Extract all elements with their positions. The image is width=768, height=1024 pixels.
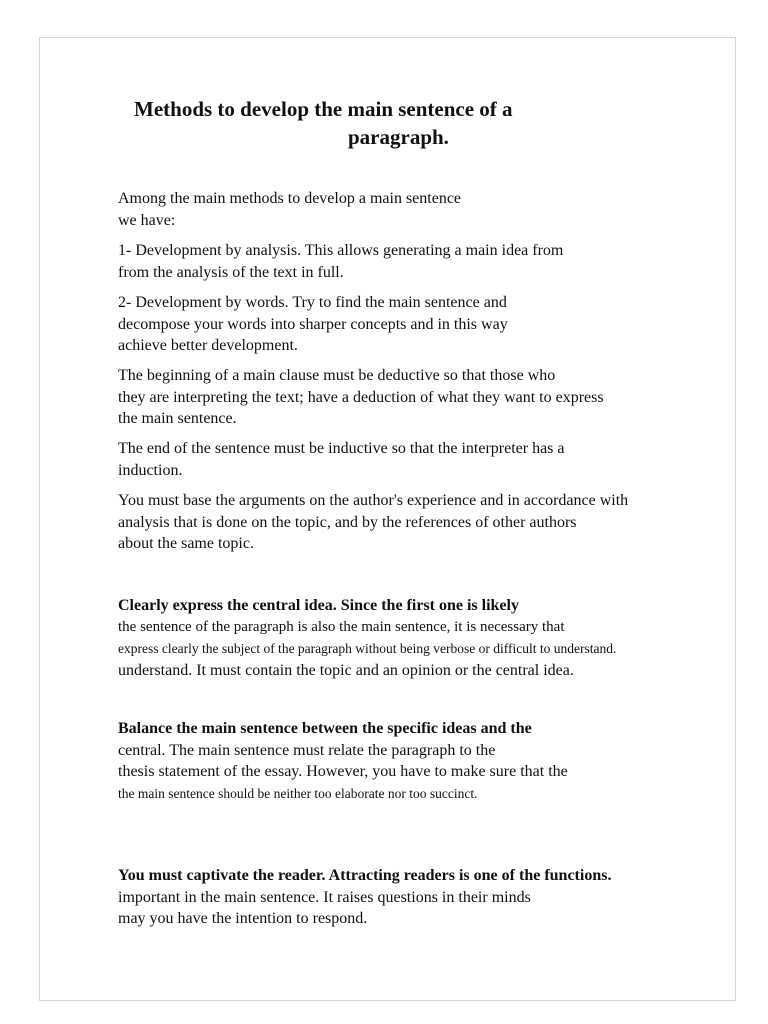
paragraph-words [118,292,508,357]
paragraph-beginning [118,365,604,430]
text-line: The beginning of a main clause must be deductive so that those who [118,367,556,384]
paragraph-end [118,438,565,481]
text-line: the main sentence. [118,410,237,427]
text-line: 1- Development by analysis. This allows generating a main idea from [118,242,564,259]
text-line: Among the main methods to develop a main sentence [118,190,462,207]
paragraph-central-idea [118,595,616,681]
text-line: the sentence of the paragraph is also the main sentence, it is necessary that [118,618,565,635]
text-line: 2- Development by words. Try to find the main sentence and [118,294,507,311]
text-line: The end of the sentence must be inductive so that the interpreter has a [118,440,565,457]
text-line: express clearly the subject of the paragraph without being verbose or difficult to understand. [118,641,617,656]
text-line: we have: [118,211,176,229]
text-line-bold: Balance the main sentence between the specific ideas and the [118,720,532,737]
paragraph-arguments [118,490,628,555]
paragraph-captivate [118,865,611,930]
paragraph-intro [118,188,461,231]
text-line: understand. It must contain the topic and an opinion or the central idea. [118,661,574,679]
paragraph-analysis [118,240,563,283]
document-title-line-2: paragraph. [348,125,449,149]
text-line: they are interpreting the text; have a deduction of what they want to express [118,388,604,406]
text-line-bold: Clearly express the central idea. Since the first one is likely [118,597,519,614]
text-line: You must base the arguments on the author's experience and in accordance with [118,492,629,509]
text-line: from the analysis of the text in full. [118,263,344,281]
text-line: about the same topic. [118,535,254,552]
text-line: analysis that is done on the topic, and by the references of other authors [118,513,577,531]
text-line: may you have the intention to respond. [118,910,368,927]
document-title-line-1: Methods to develop the main sentence of a [134,97,513,121]
text-line: the main sentence should be neither too elaborate nor too succinct. [118,785,478,801]
document-page [39,37,736,1001]
text-line-bold: You must captivate the reader. Attracting readers is one of the functions. [118,867,612,884]
text-line: central. The main sentence must relate the paragraph to the [118,741,496,759]
paragraph-balance [118,718,568,804]
text-line: achieve better development. [118,337,298,354]
text-line: thesis statement of the essay. However, you have to make sure that the [118,763,568,780]
text-line: induction. [118,461,183,479]
text-line: important in the main sentence. It raises questions in their minds [118,888,531,906]
text-line: decompose your words into sharper concepts and in this way [118,315,508,333]
